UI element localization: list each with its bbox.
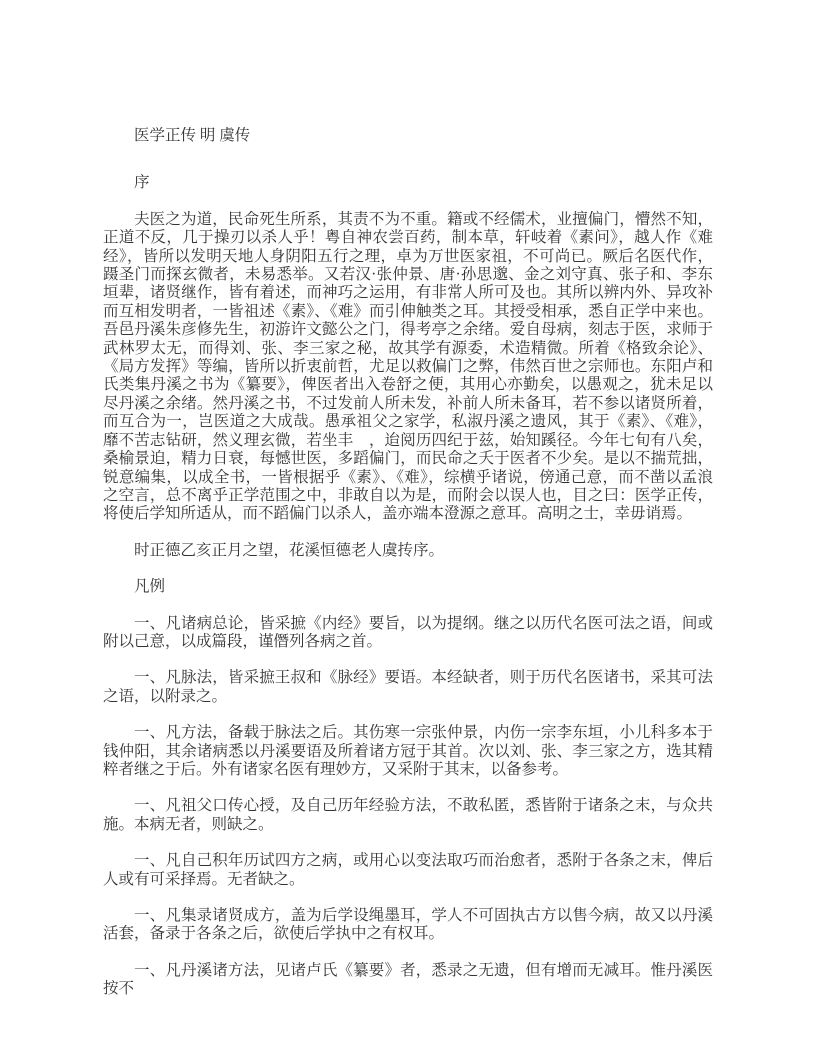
fanli-item-1: 一、凡诸病总论，皆采摭《内经》要旨，以为提纲。继之以历代名医可法之语，间或附以己意，以成篇段，谨僭列各病之首。	[103, 614, 713, 650]
preface-heading: 序	[134, 174, 150, 192]
fanli-item-6: 一、凡集录诸贤成方，盖为后学设绳墨耳，学人不可固执古方以售今病，故又以丹溪活套，备录于各条之后，欲使后学执中之有权耳。	[103, 907, 713, 943]
fanli-item-3: 一、凡方法，备载于脉法之后。其伤寒一宗张仲景，内伤一宗李东垣，小儿科多本于钱仲阳，其余诸病悉以丹溪要语及所着诸方冠于其首。次以刘、张、李三家之方，选其精粹者继之于后。外有诸家名医有理妙方，又采附于其末，以备参考。	[103, 724, 713, 778]
preface-paragraph: 夫医之为道，民命死生所系，其责不为不重。籍或不经儒术，业擅偏门，懵然不知，正道不反，几于操刃以杀人乎！粤自神农尝百药，制本草，轩岐着《素问》，越人作《难经》，皆所以发明天地人身阴阳五行之理，卓为万世医家祖，不可尚已。厥后名医代作，蹑圣门而探玄微者，未易悉举。又若汉·张仲景、唐·孙思邈、金之刘守真、张子和、李东垣辈，诸贤继作，皆有着述，而神巧之运用，有非常人所可及也。其所以辨内外、异攻补而互相发明者，一皆祖述《素》、《难》而引伸触类之耳。其授受相承，悉自正学中来也。吾邑丹溪朱彦修先生，初游许文懿公之门，得考亭之余绪。爱自母病，刻志于医，求师于武林罗太无，而得刘、张、李三家之秘，故其学有源委，术造精微。所着《格致余论》、《局方发挥》等编，皆所以折衷前哲，尤足以救偏门之弊，伟然百世之宗师也。东阳卢和氏类集丹溪之书为《纂要》，俾医者出入卷舒之便，其用心亦勤矣，以愚观之，犹未足以尽丹溪之余绪。然丹溪之书，不过发前人所未发，补前人所未备耳，若不参以诸贤所着，而互合为一，岂医道之大成哉。愚承祖父之家学，私淑丹溪之遗风，其于《素》、《难》，靡不苦志钻研，然义理玄微，若坐丰 ，迨阅历四纪于兹，始知蹊径。今年七旬有八矣，桑榆景迫，精力日衰，每憾世医，多蹈偏门，而民命之夭于医者不少矣。是以不揣荒拙，锐意编集，以成全书，一皆根据乎《素》、《难》，综横乎诸说，傍通己意，而不凿以孟浪之空言，总不离乎正学范围之中，非敢自以为是，而附会以误人也，目之曰：医学正传，将使后学知所适从，而不蹈偏门以杀人，盖亦端本澄源之意耳。高明之士，幸毋诮焉。	[103, 210, 713, 523]
fanli-heading: 凡例	[134, 578, 166, 596]
preface-signature: 时正德乙亥正月之望，花溪恒德老人虞抟序。	[134, 541, 445, 559]
fanli-item-4: 一、凡祖父口传心授，及自己历年经验方法，不敢私匿，悉皆附于诸条之末，与众共施。本病无者，则缺之。	[103, 797, 713, 833]
fanli-item-2: 一、凡脉法，皆采摭王叔和《脉经》要语。本经缺者，则于历代名医诸书，采其可法之语，以附录之。	[103, 669, 713, 705]
fanli-item-7: 一、凡丹溪诸方法，见诸卢氏《纂要》者，悉录之无遗，但有增而无减耳。惟丹溪医按不	[103, 961, 713, 998]
fanli-item-5: 一、凡自己积年历试四方之病，或用心以变法取巧而治愈者，悉附于各条之末，俾后人或有可采择焉。无者缺之。	[103, 852, 713, 888]
doc-title: 医学正传 明 虞传	[134, 127, 251, 144]
